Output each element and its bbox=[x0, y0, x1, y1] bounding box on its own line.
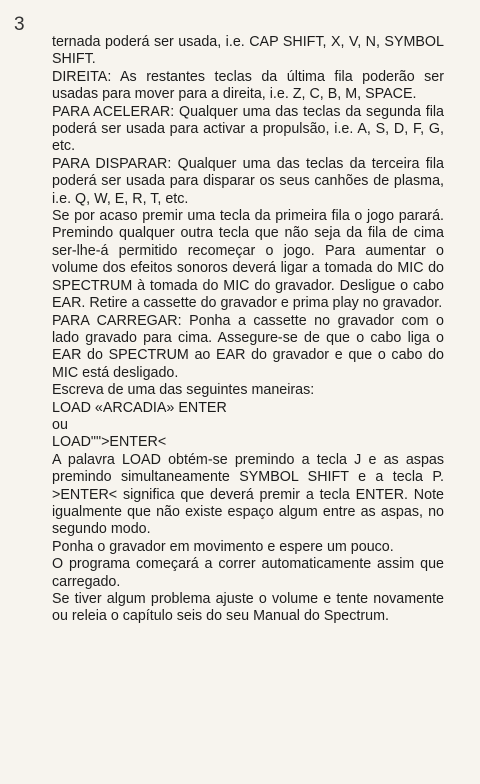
paragraph-acelerar: PARA ACELERAR: Qualquer uma das teclas da segunda fila poderá ser usada para activar a propulsão, i.e. A, S, D, F, G, etc. bbox=[52, 103, 444, 155]
paragraph-pause-volume: Se por acaso premir uma tecla da primeira fila o jogo parará. Premindo qualquer outra tecla que não seja da fila de cima ser-lhe-á permitido recomeçar o jogo. Para aumentar o volume dos efeitos sonoros deverá ligar a tomada do MIC do SPECTRUM à tomada do MIC do gravador. Desligue o cabo EAR. Retire a cassette do gravador e prima play no gravador. bbox=[52, 208, 444, 312]
page-number: 3 bbox=[14, 14, 25, 35]
paragraph-carregar: PARA CARREGAR: Ponha a cassette no gravador com o lado gravado para cima. Assegure-se de que o cabo liga o EAR do SPECTRUM ao EAR do gravador e que o cabo do MIC está desligado. bbox=[52, 312, 444, 381]
load-command-1: LOAD «ARCADIA» ENTER bbox=[52, 399, 227, 416]
paragraph-problema: Se tiver algum problema ajuste o volume e tente novamente ou releia o capítulo seis do seu Manual do Spectrum. bbox=[52, 591, 444, 625]
manual-text-body bbox=[52, 34, 444, 626]
paragraph-ou: ou bbox=[52, 416, 68, 433]
load-command-2: LOAD"">ENTER< bbox=[52, 434, 167, 451]
paragraph-escreva: Escreva de uma das seguintes maneiras: bbox=[52, 382, 315, 399]
paragraph-controls-left-end: ternada poderá ser usada, i.e. CAP SHIFT, X, V, N, SYMBOL SHIFT. bbox=[52, 34, 444, 68]
paragraph-direita: DIREITA: As restantes teclas da última fila poderão ser usadas para mover para a direita, i.e. Z, C, B, M, SPACE. bbox=[52, 68, 444, 103]
paragraph-ponha-gravador: Ponha o gravador em movimento e espere um pouco. bbox=[52, 538, 394, 555]
paragraph-load-explanation: A palavra LOAD obtém-se premindo a tecla J e as aspas premindo simultaneamente SYMBOL SHIFT e a tecla P. >ENTER< significa que deverá premir a tecla ENTER. Note igualmente que não existe espaço algum entre as aspas, no segundo modo. bbox=[52, 451, 444, 538]
paragraph-programa-comecara: O programa começará a correr automaticamente assim que carregado. bbox=[52, 556, 444, 590]
paragraph-disparar: PARA DISPARAR: Qualquer uma das teclas da terceira fila poderá ser usada para disparar os seus canhões de plasma, i.e. Q, W, E, R, T, etc. bbox=[52, 155, 444, 207]
